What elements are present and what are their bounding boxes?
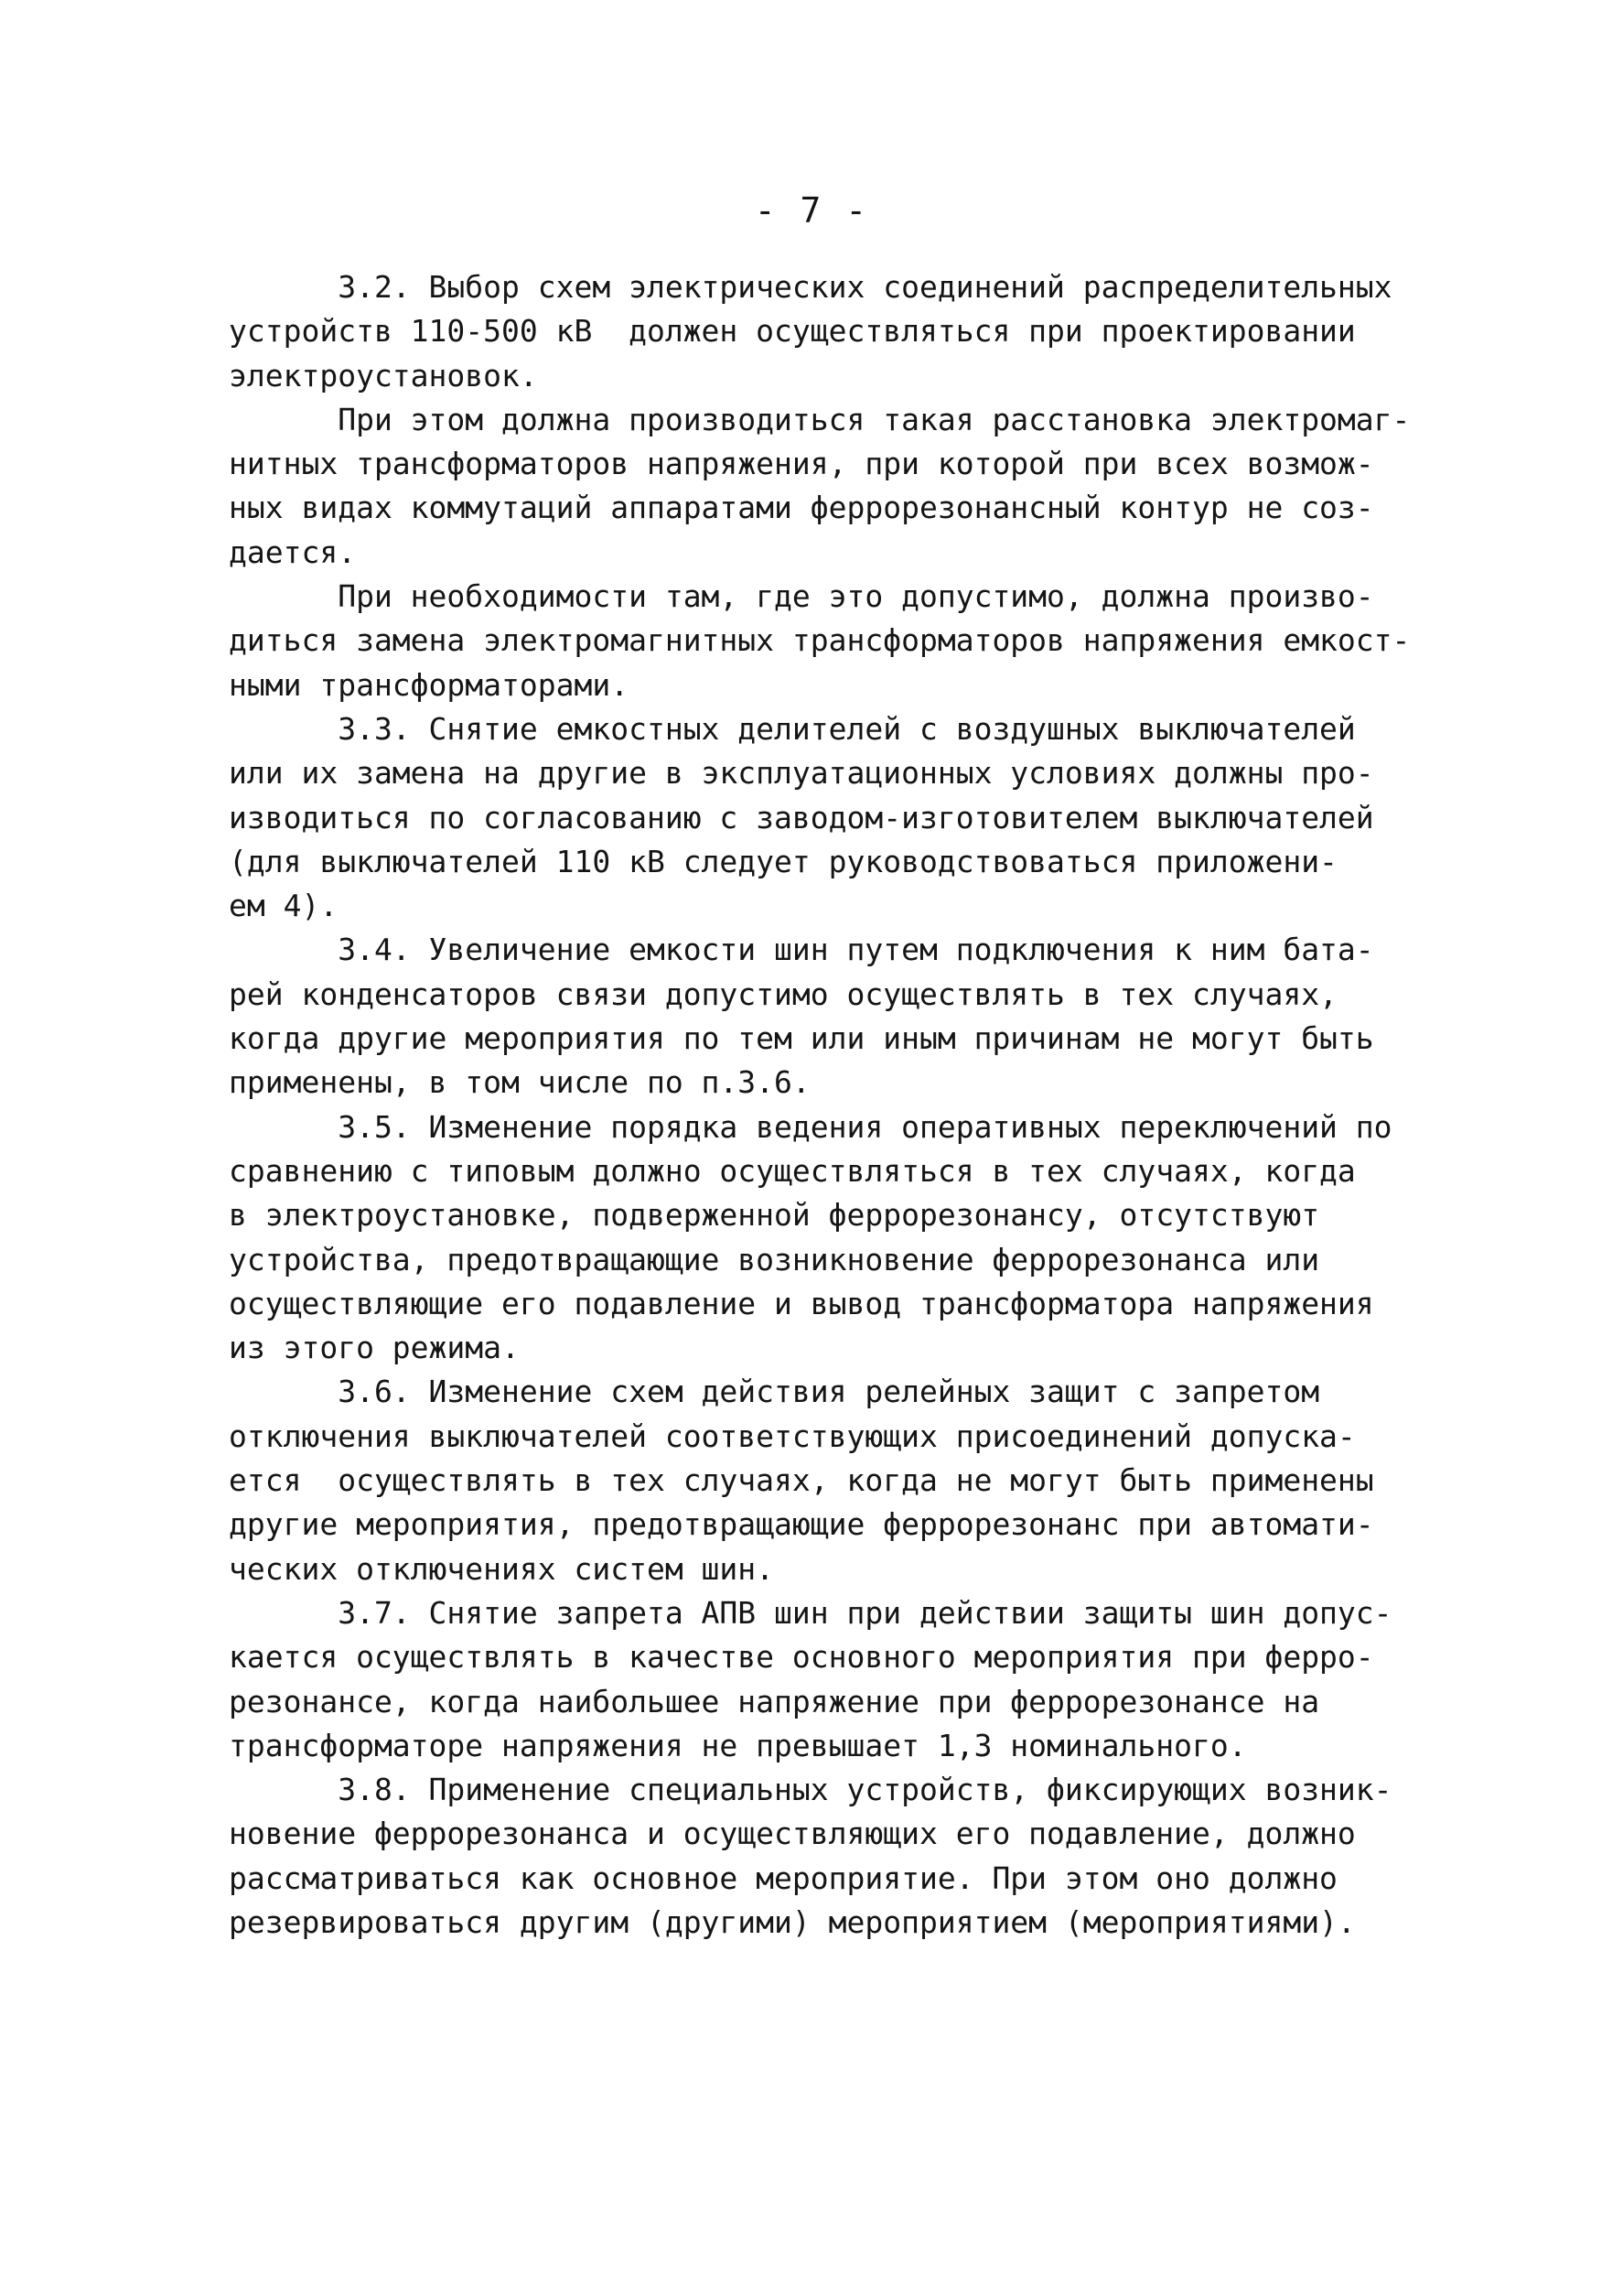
text-line: изводиться по согласованию с заводом-изготовителем выключателей (229, 799, 1374, 835)
text-line: трансформаторе напряжения не превышает 1,3 номинального. (229, 1727, 1247, 1763)
text-line: 3.2. Выбор схем электрических соединений распределительных (229, 269, 1392, 305)
text-line: 3.4. Увеличение емкости шин путем подключения к ним бата- (229, 932, 1374, 968)
text-line: сравнению с типовым должно осуществляться в тех случаях, когда (229, 1152, 1356, 1189)
text-line: ных видах коммутаций аппаратами феррорезонансный контур не соз- (229, 490, 1374, 526)
text-line: применены, в том числе по п.3.6. (229, 1064, 811, 1101)
text-line: 3.7. Снятие запрета АПВ шин при действии защиты шин допус- (229, 1594, 1392, 1631)
text-line: ными трансформаторами. (229, 666, 629, 703)
text-line: ческих отключениях систем шин. (229, 1550, 775, 1587)
text-line: когда другие мероприятия по тем или иным причинам не могут быть (229, 1020, 1374, 1057)
text-line: устройства, предотвращающие возникновение феррорезонанса или (229, 1241, 1320, 1277)
text-line: в электроустановке, подверженной феррорезонансу, отсутствуют (229, 1197, 1320, 1234)
text-line: рассматриваться как основное мероприятие. При этом оно должно (229, 1859, 1338, 1896)
page-number: - 7 - (754, 190, 869, 231)
text-line: резервироваться другим (другими) мероприятием (мероприятиями). (229, 1903, 1356, 1940)
text-line: другие мероприятия, предотвращающие феррорезонанс при автомати- (229, 1506, 1374, 1543)
text-line: нитных трансформаторов напряжения, при которой при всех возмож- (229, 446, 1374, 482)
text-line: (для выключателей 110 кВ следует руководствоваться приложени- (229, 843, 1338, 879)
text-line: диться замена электромагнитных трансформаторов напряжения емкост- (229, 622, 1411, 659)
text-line: ется осуществлять в тех случаях, когда не могут быть применены (229, 1462, 1374, 1499)
text-line: электроустановок. (229, 357, 538, 393)
text-line: резонансе, когда наибольшее напряжение при феррорезонансе на (229, 1683, 1320, 1719)
text-line: ем 4). (229, 888, 339, 924)
text-line: При необходимости там, где это допустимо, должна произво- (229, 578, 1374, 615)
text-line: отключения выключателей соответствующих присоединений допуска- (229, 1417, 1356, 1454)
text-line: кается осуществлять в качестве основного мероприятия при ферро- (229, 1639, 1374, 1676)
text-line: 3.8. Применение специальных устройств, фиксирующих возник- (229, 1772, 1392, 1808)
text-line: устройств 110-500 кВ должен осуществляться при проектировании (229, 313, 1356, 350)
document-body (229, 265, 1418, 1945)
text-line: из этого режима. (229, 1330, 520, 1366)
text-line: дается. (229, 534, 357, 570)
text-line: рей конденсаторов связи допустимо осуществлять в тех случаях, (229, 976, 1338, 1012)
text-line: При этом должна производиться такая расстановка электромаг- (229, 401, 1411, 437)
text-line: новение феррорезонанса и осуществляющих его подавление, должно (229, 1816, 1356, 1852)
text-line: осуществляющие его подавление и вывод трансформатора напряжения (229, 1285, 1374, 1321)
text-line: или их замена на другие в эксплуатационных условиях должны про- (229, 755, 1374, 792)
text-line: 3.5. Изменение порядка ведения оперативных переключений по (229, 1108, 1392, 1145)
text-line: 3.6. Изменение схем действия релейных защит с запретом (229, 1374, 1320, 1410)
text-line: 3.3. Снятие емкостных делителей с воздушных выключателей (229, 710, 1356, 747)
